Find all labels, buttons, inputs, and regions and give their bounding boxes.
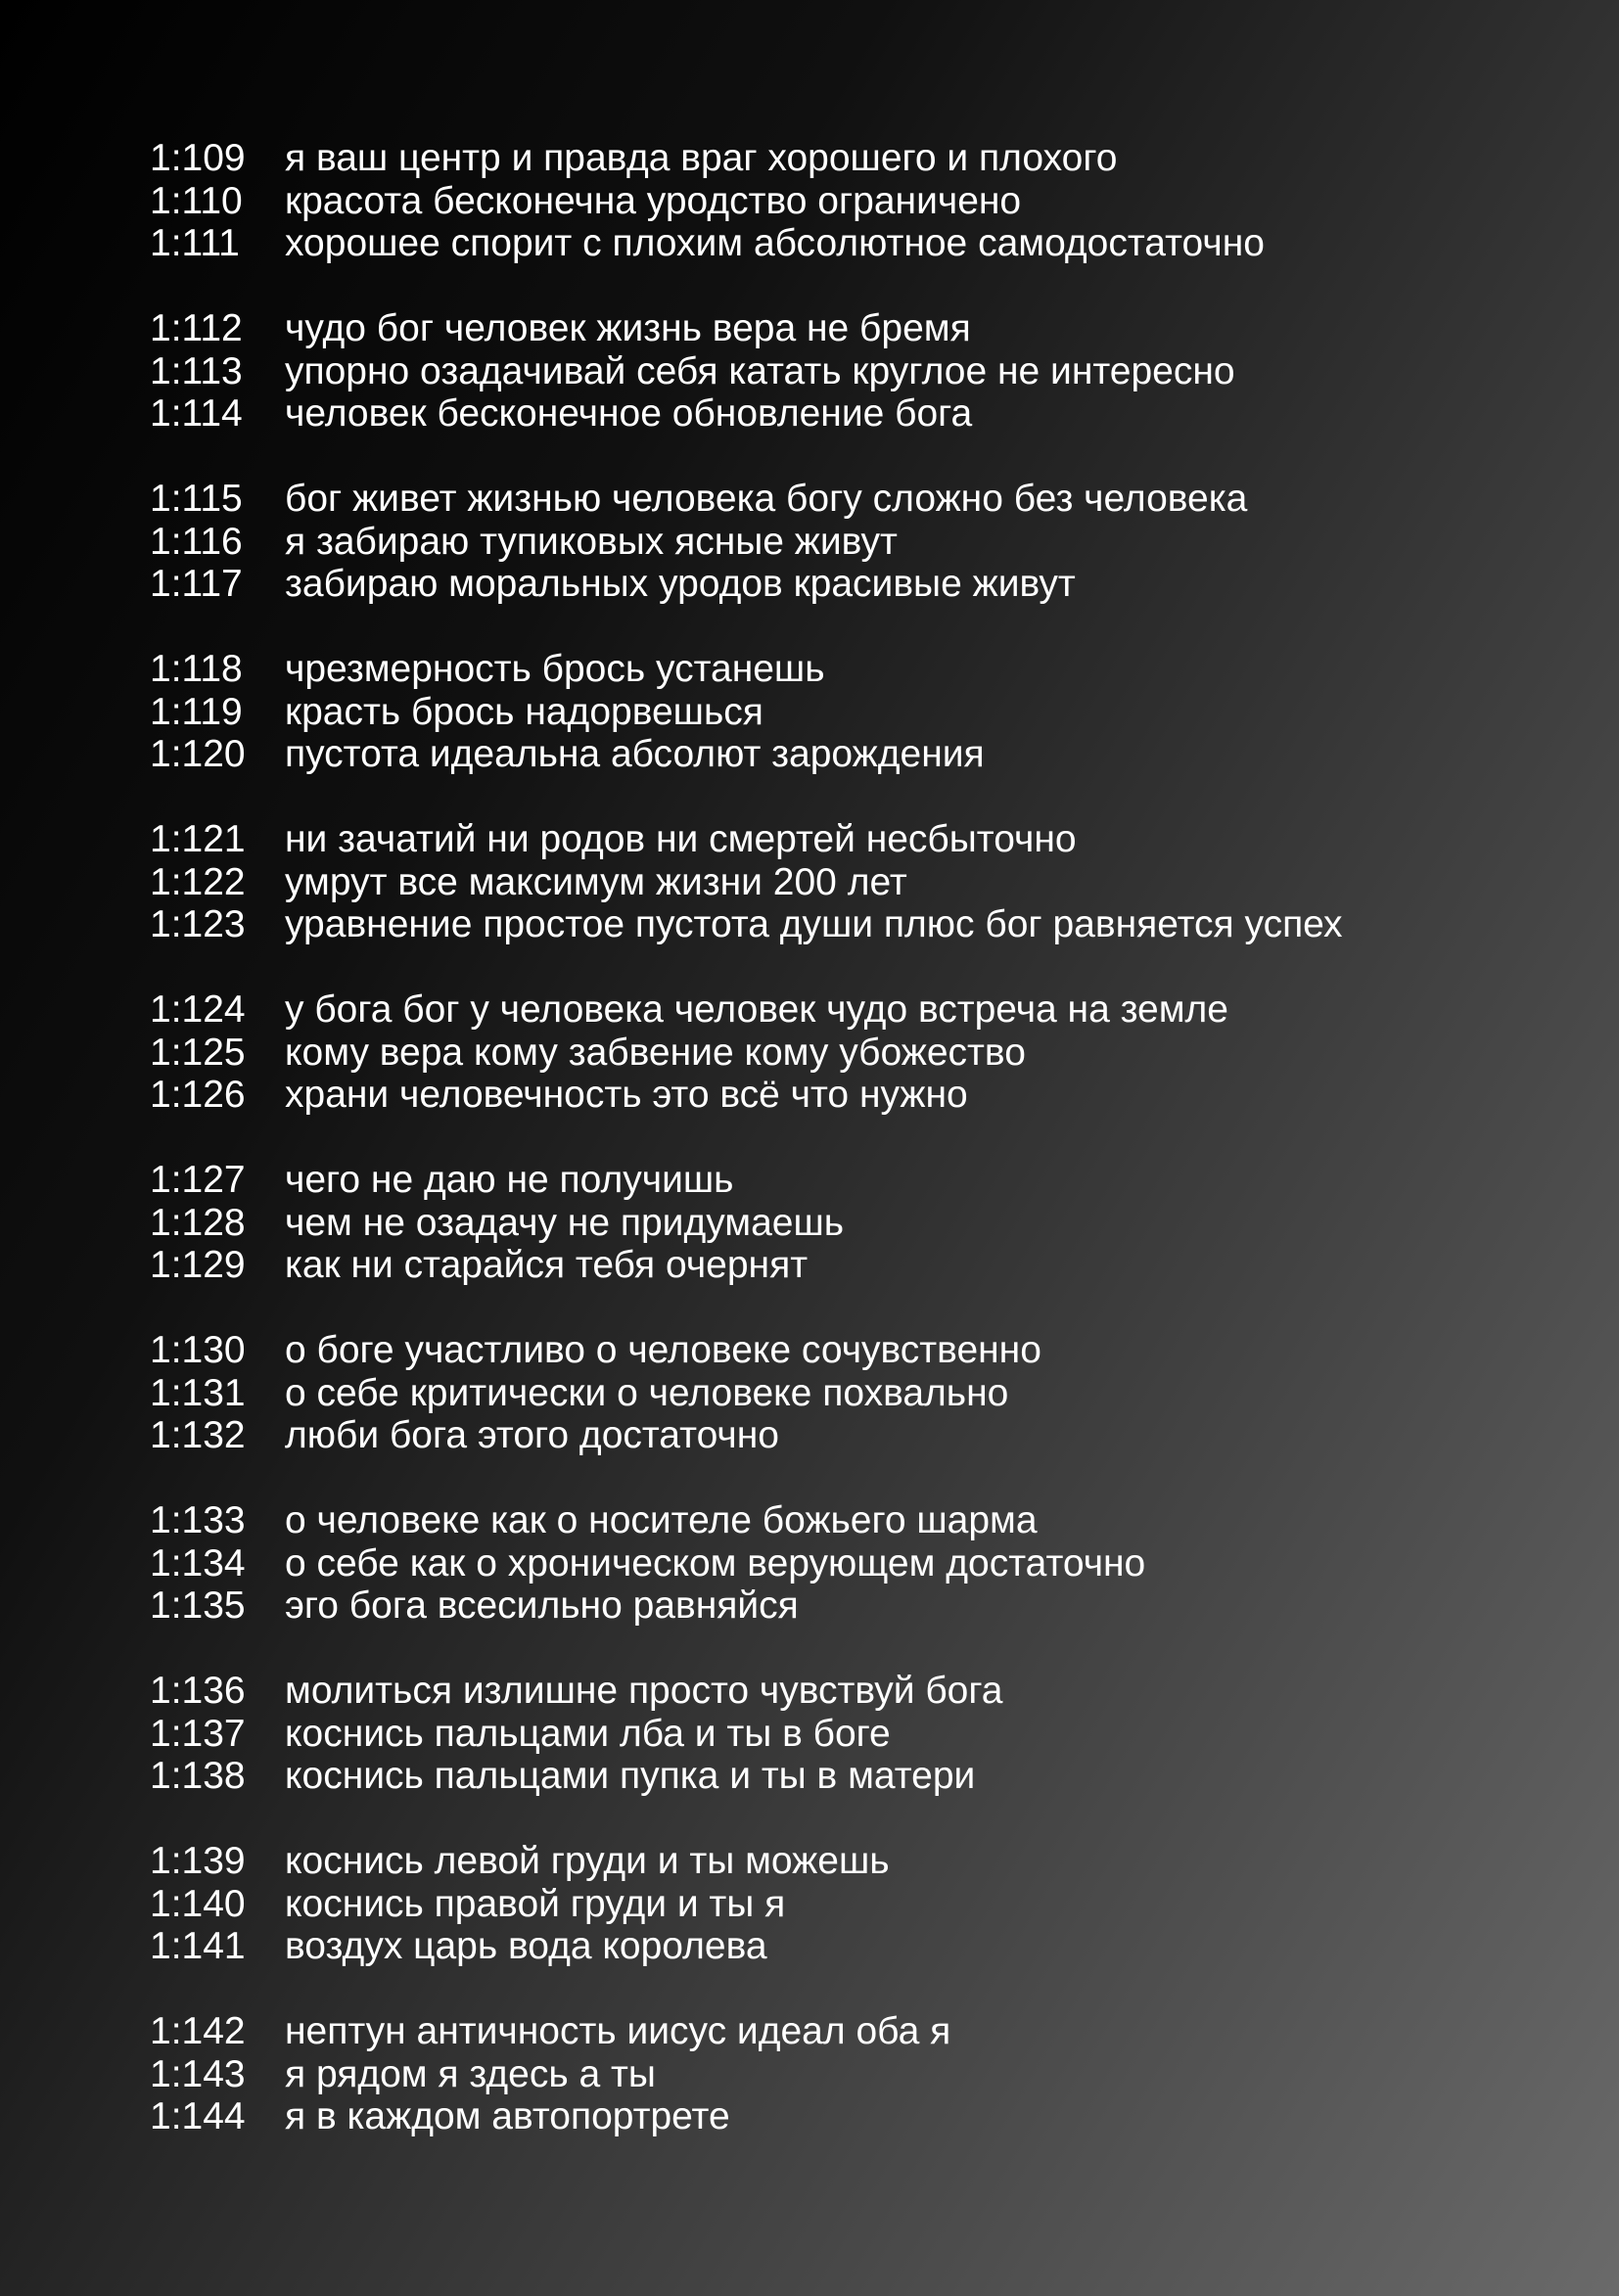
verse-line bbox=[150, 1713, 1520, 1756]
verse-number: 1:138 bbox=[150, 1755, 246, 1797]
verse-line bbox=[150, 988, 1520, 1032]
verse-line bbox=[150, 1074, 1520, 1117]
stanza bbox=[150, 1499, 1520, 1628]
verse-number: 1:134 bbox=[150, 1541, 246, 1584]
verse-number: 1:122 bbox=[150, 860, 246, 903]
verse-number: 1:126 bbox=[150, 1074, 246, 1116]
verse-line bbox=[150, 392, 1520, 436]
verse-text: кому вера кому забвение кому убожество bbox=[285, 1031, 1026, 1074]
verse-text: человек бесконечное обновление бога bbox=[285, 392, 973, 435]
verse-number: 1:110 bbox=[150, 179, 243, 222]
verse-text: забираю моральных уродов красивые живут bbox=[285, 563, 1076, 605]
verse-line bbox=[150, 1499, 1520, 1542]
verse-number: 1:114 bbox=[150, 392, 243, 435]
verse-text: о человеке как о носителе божьего шарма bbox=[285, 1499, 1038, 1541]
verse-line bbox=[150, 1670, 1520, 1713]
verse-line bbox=[150, 1542, 1520, 1585]
verse-number: 1:116 bbox=[150, 520, 243, 563]
verse-line bbox=[150, 733, 1520, 776]
verse-number: 1:133 bbox=[150, 1499, 246, 1541]
verse-number: 1:124 bbox=[150, 988, 246, 1031]
verse-number: 1:125 bbox=[150, 1031, 246, 1074]
verse-line bbox=[150, 1372, 1520, 1415]
verse-text: коснись пальцами лба и ты в боге bbox=[285, 1712, 891, 1755]
verse-text: коснись правой груди и ты я bbox=[285, 1882, 786, 1925]
verse-number: 1:140 bbox=[150, 1882, 246, 1925]
verse-number: 1:136 bbox=[150, 1670, 246, 1712]
verse-text: ни зачатий ни родов ни смертей несбыточно bbox=[285, 818, 1077, 860]
verse-text: красота бесконечна уродство ограничено bbox=[285, 179, 1022, 222]
verse-number: 1:121 bbox=[150, 818, 246, 860]
verse-text: коснись левой груди и ты можешь bbox=[285, 1840, 890, 1882]
verse-line bbox=[150, 180, 1520, 223]
verse-line bbox=[150, 222, 1520, 265]
stanza bbox=[150, 818, 1520, 946]
verse-text: я забираю тупиковых ясные живут bbox=[285, 520, 898, 563]
verse-number: 1:139 bbox=[150, 1840, 246, 1882]
verse-text: уравнение простое пустота души плюс бог равняется успех bbox=[285, 903, 1343, 945]
verse-line bbox=[150, 861, 1520, 904]
verse-number: 1:127 bbox=[150, 1159, 246, 1201]
verse-number: 1:115 bbox=[150, 478, 243, 520]
verse-line bbox=[150, 2095, 1520, 2138]
stanza bbox=[150, 1329, 1520, 1457]
verse-number: 1:117 bbox=[150, 563, 243, 605]
verse-text: у бога бог у человека человек чудо встреча на земле bbox=[285, 988, 1228, 1031]
verse-line bbox=[150, 137, 1520, 180]
verse-text: пустота идеальна абсолют зарождения bbox=[285, 733, 985, 775]
verse-text: о себе как о хроническом верующем достаточно bbox=[285, 1541, 1146, 1584]
verse-line bbox=[150, 1244, 1520, 1287]
verse-line bbox=[150, 478, 1520, 521]
verse-number: 1:109 bbox=[150, 137, 246, 179]
verse-number: 1:141 bbox=[150, 1925, 246, 1967]
verse-line bbox=[150, 1329, 1520, 1372]
verse-line bbox=[150, 2053, 1520, 2096]
verse-text: умрут все максимум жизни 200 лет bbox=[285, 860, 907, 903]
verse-number: 1:119 bbox=[150, 690, 243, 733]
verse-number: 1:132 bbox=[150, 1414, 246, 1456]
verse-text: как ни старайся тебя очернят bbox=[285, 1244, 809, 1286]
verse-number: 1:131 bbox=[150, 1371, 246, 1414]
verse-text: чрезмерность брось устанешь bbox=[285, 648, 825, 690]
verse-number: 1:142 bbox=[150, 2010, 246, 2052]
verse-text: чем не озадачу не придумаешь bbox=[285, 1201, 845, 1244]
verse-text: упорно озадачивай себя катать круглое не интересно bbox=[285, 349, 1235, 392]
verse-text: хорошее спорит с плохим абсолютное самодостаточно bbox=[285, 222, 1265, 264]
stanza bbox=[150, 307, 1520, 436]
verse-number: 1:130 bbox=[150, 1329, 246, 1371]
stanza bbox=[150, 1840, 1520, 1968]
verse-line bbox=[150, 521, 1520, 564]
verse-number: 1:129 bbox=[150, 1244, 246, 1286]
verse-line bbox=[150, 818, 1520, 861]
verse-list bbox=[150, 137, 1520, 2181]
verse-number: 1:144 bbox=[150, 2095, 246, 2137]
verse-number: 1:118 bbox=[150, 648, 243, 690]
verse-number: 1:137 bbox=[150, 1712, 246, 1755]
verse-text: эго бога всесильно равняйся bbox=[285, 1584, 799, 1627]
verse-line bbox=[150, 1584, 1520, 1628]
verse-text: воздух царь вода королева bbox=[285, 1925, 767, 1967]
stanza bbox=[150, 478, 1520, 606]
verse-line bbox=[150, 2010, 1520, 2053]
stanza bbox=[150, 2010, 1520, 2138]
verse-number: 1:113 bbox=[150, 349, 243, 392]
verse-number: 1:120 bbox=[150, 733, 246, 775]
verse-text: молиться излишне просто чувствуй бога bbox=[285, 1670, 1003, 1712]
verse-line bbox=[150, 1159, 1520, 1202]
verse-line bbox=[150, 350, 1520, 393]
verse-line bbox=[150, 1202, 1520, 1245]
verse-number: 1:143 bbox=[150, 2052, 246, 2095]
verse-line bbox=[150, 1883, 1520, 1926]
verse-line bbox=[150, 563, 1520, 606]
stanza bbox=[150, 137, 1520, 265]
verse-line bbox=[150, 1032, 1520, 1075]
verse-text: коснись пальцами пупка и ты в матери bbox=[285, 1755, 976, 1797]
verse-line bbox=[150, 307, 1520, 350]
stanza bbox=[150, 988, 1520, 1117]
verse-line bbox=[150, 1755, 1520, 1798]
stanza bbox=[150, 648, 1520, 776]
verse-line bbox=[150, 691, 1520, 734]
verse-text: я рядом я здесь а ты bbox=[285, 2052, 656, 2095]
verse-text: чудо бог человек жизнь вера не бремя bbox=[285, 307, 971, 349]
verse-number: 1:112 bbox=[150, 307, 243, 349]
verse-text: красть брось надорвешься bbox=[285, 690, 763, 733]
verse-text: бог живет жизнью человека богу сложно без человека bbox=[285, 478, 1248, 520]
verse-text: о боге участливо о человеке сочувственно bbox=[285, 1329, 1041, 1371]
verse-text: чего не даю не получишь bbox=[285, 1159, 734, 1201]
verse-line bbox=[150, 1840, 1520, 1883]
verse-line bbox=[150, 648, 1520, 691]
verse-line bbox=[150, 1925, 1520, 1968]
verse-text: я в каждом автопортрете bbox=[285, 2095, 730, 2137]
verse-line bbox=[150, 1414, 1520, 1457]
verse-text: нептун античность иисус идеал оба я bbox=[285, 2010, 951, 2052]
verse-number: 1:135 bbox=[150, 1584, 246, 1627]
verse-number: 1:128 bbox=[150, 1201, 246, 1244]
verse-text: храни человечность это всё что нужно bbox=[285, 1074, 968, 1116]
stanza bbox=[150, 1670, 1520, 1798]
verse-line bbox=[150, 903, 1520, 946]
verse-number: 1:123 bbox=[150, 903, 246, 945]
verse-number: 1:111 bbox=[150, 222, 240, 264]
verse-text: я ваш центр и правда враг хорошего и плохого bbox=[285, 137, 1118, 179]
stanza bbox=[150, 1159, 1520, 1287]
verse-text: о себе критически о человеке похвально bbox=[285, 1371, 1009, 1414]
verse-text: люби бога этого достаточно bbox=[285, 1414, 779, 1456]
